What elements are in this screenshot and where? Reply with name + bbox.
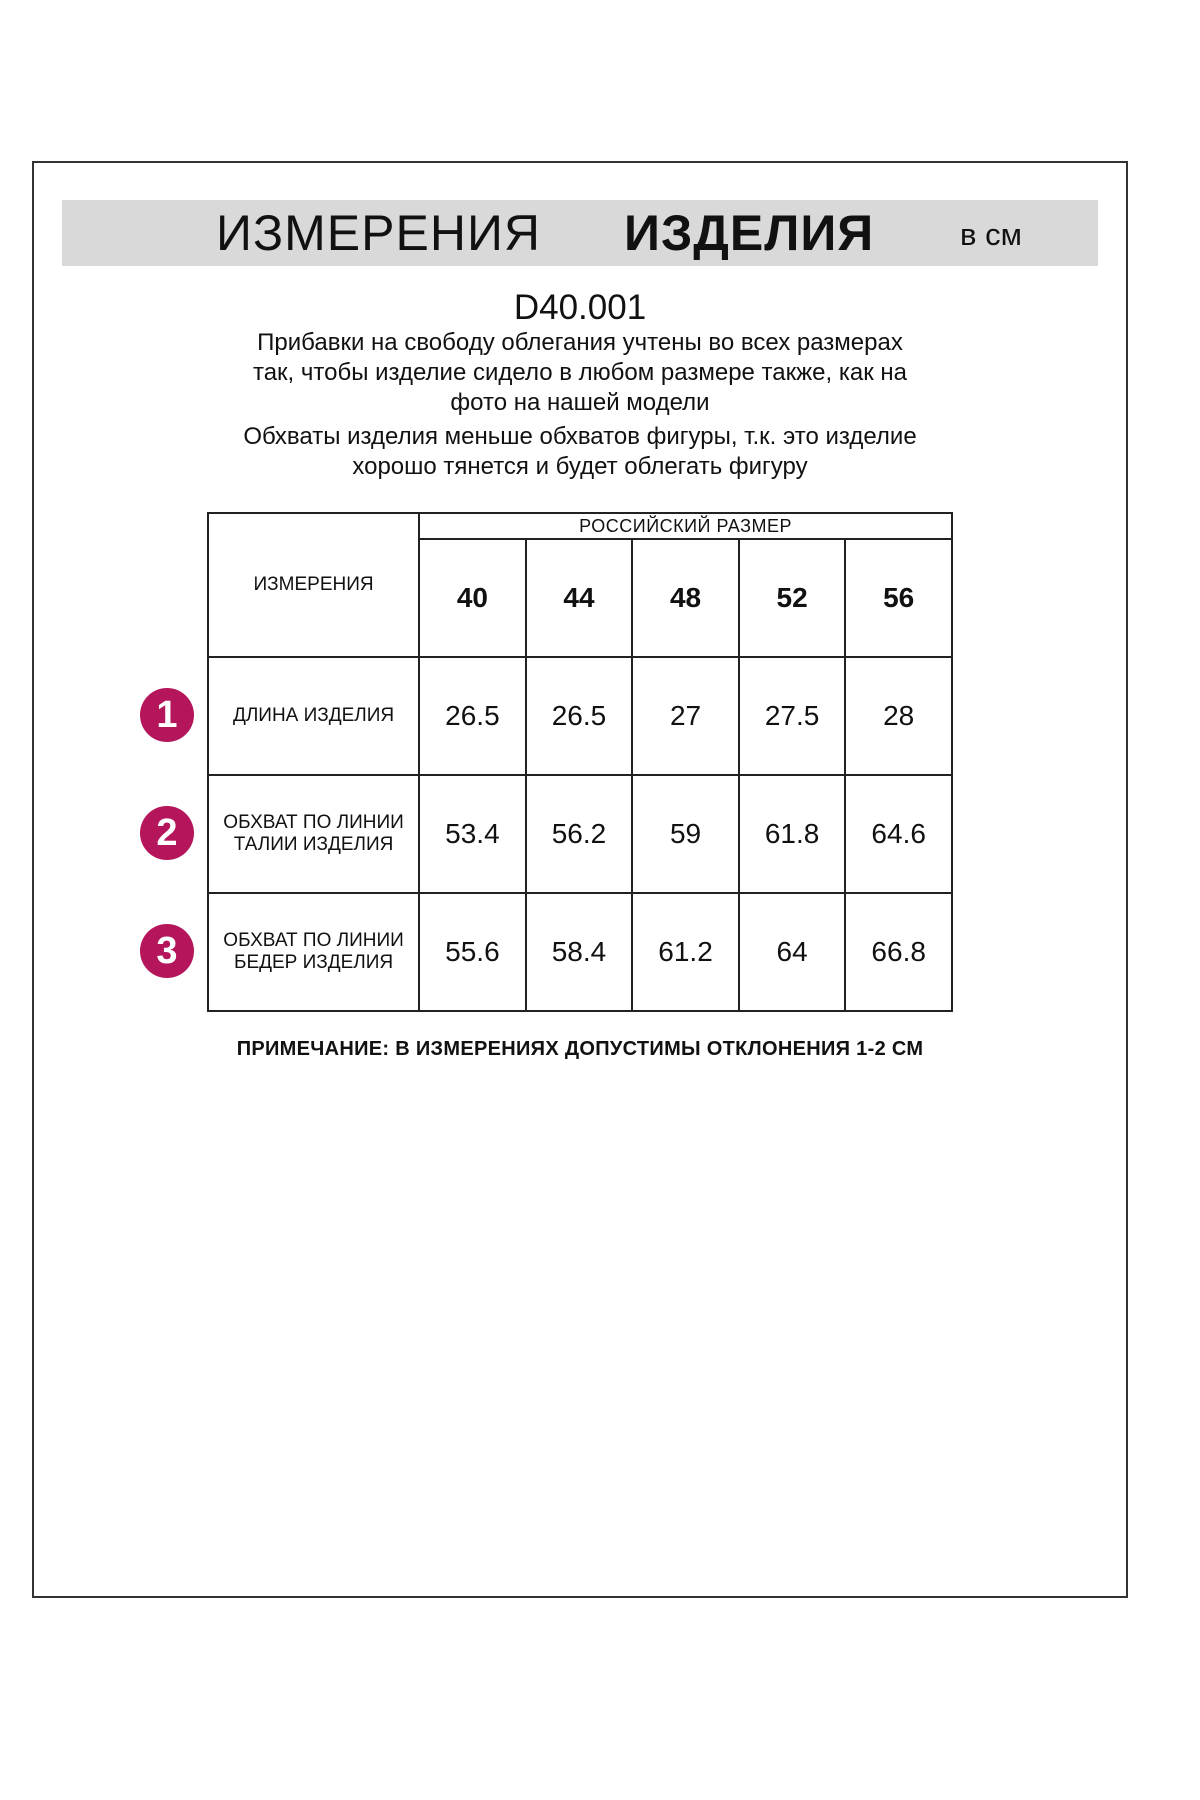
size-group-header: РОССИЙСКИЙ РАЗМЕР: [419, 513, 952, 539]
table-cell: 64.6: [845, 775, 952, 893]
size-header: 40: [419, 539, 526, 657]
table-row: [208, 893, 952, 1011]
row-label: [208, 657, 419, 775]
size-header: 48: [632, 539, 739, 657]
table-cell: 61.8: [739, 775, 846, 893]
fit-note-line: Прибавки на свободу облегания учтены во всех размерах: [257, 329, 903, 356]
table-row: [208, 657, 952, 775]
row-label-line: БЕДЕР ИЗДЕЛИЯ: [233, 952, 394, 973]
size-header: 44: [526, 539, 633, 657]
header-unit: в см: [960, 217, 1022, 252]
table-cell: 26.5: [419, 657, 526, 775]
table-cell: 53.4: [419, 775, 526, 893]
row-label: [208, 775, 419, 893]
row-label: [208, 893, 419, 1011]
table-cell: 55.6: [419, 893, 526, 1011]
header-title: ИЗМЕРЕНИЯ: [216, 205, 541, 261]
size-table: [207, 512, 953, 1012]
article-number: D40.001: [513, 288, 647, 327]
row-label-line: ОБХВАТ ПО ЛИНИИ: [223, 930, 404, 951]
footnote: ПРИМЕЧАНИЕ: В ИЗМЕРЕНИЯХ ДОПУСТИМЫ ОТКЛОНЕНИЯ 1-2 СМ: [236, 1038, 924, 1060]
table-cell: 26.5: [526, 657, 633, 775]
table-cell: 66.8: [845, 893, 952, 1011]
table-cell: 61.2: [632, 893, 739, 1011]
stretch-note: [0, 422, 1160, 482]
row-label-line: ДЛИНА ИЗДЕЛИЯ: [232, 705, 395, 726]
table-cell: 59: [632, 775, 739, 893]
table-header-row: [208, 513, 952, 539]
number-badge: 2: [140, 806, 194, 860]
stretch-note-line: хорошо тянется и будет облегать фигуру: [352, 453, 808, 480]
stretch-note-line: Обхваты изделия меньше обхватов фигуры, т.к. это изделие: [243, 423, 917, 450]
fit-note-line: фото на нашей модели: [450, 389, 710, 416]
fit-note: [0, 328, 1160, 418]
table-cell: 28: [845, 657, 952, 775]
measurements-header: ИЗМЕРЕНИЯ: [208, 513, 419, 657]
row-label-line: ТАЛИИ ИЗДЕЛИЯ: [233, 834, 394, 855]
fit-note-line: так, чтобы изделие сидело в любом размере также, как на: [252, 359, 908, 386]
table-cell: 58.4: [526, 893, 633, 1011]
table-row: [208, 775, 952, 893]
table-cell: 27: [632, 657, 739, 775]
row-label-line: ОБХВАТ ПО ЛИНИИ: [223, 812, 404, 833]
number-badge: 1: [140, 688, 194, 742]
table-cell: 27.5: [739, 657, 846, 775]
size-header: 56: [845, 539, 952, 657]
table-cell: 56.2: [526, 775, 633, 893]
table-cell: 64: [739, 893, 846, 1011]
size-header: 52: [739, 539, 846, 657]
number-badge: 3: [140, 924, 194, 978]
header-title-bold: ИЗДЕЛИЯ: [624, 205, 875, 261]
